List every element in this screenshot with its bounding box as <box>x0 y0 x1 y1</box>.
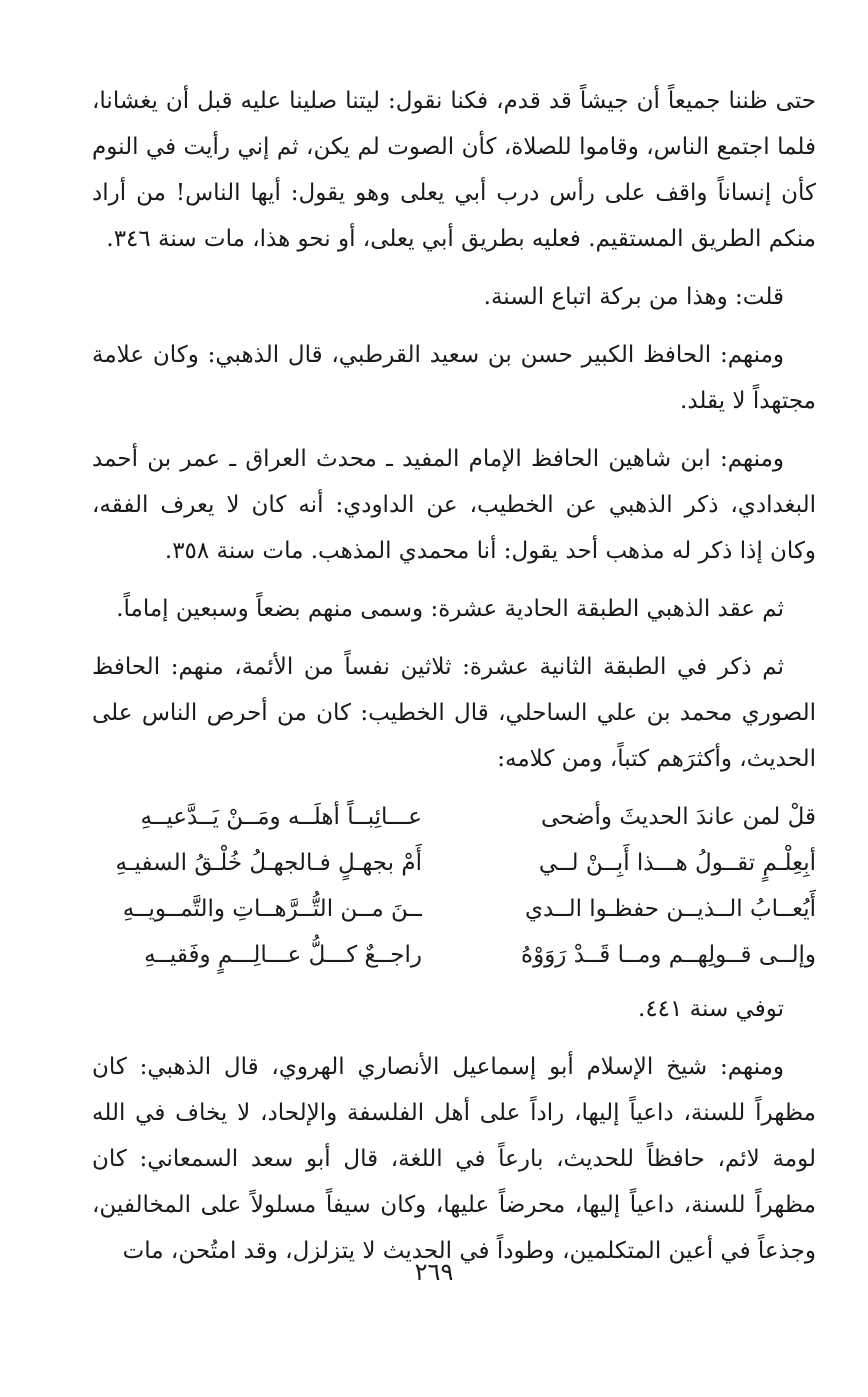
paragraph-comment: قلت: وهذا من بركة اتباع السنة. <box>483 284 784 310</box>
poem-second-hemistich: أَمْ بجهـلٍ فـالجهـلُ خُلْـقُ السفيـهِ <box>115 850 422 876</box>
poem-first-hemistich: وإلــى قــولِهــم ومــا قَــدْ رَوَوْهُ <box>521 942 816 968</box>
page-number: ٢٦٩ <box>414 1258 454 1286</box>
poem-verse <box>92 932 816 978</box>
paragraph-eleventh-tier: ثم عقد الذهبي الطبقة الحادية عشرة: وسمى منهم بضعاً وسبعين إماماً. <box>116 596 784 622</box>
poem-second-hemistich: راجــعٌ كـــلُّ عـــالِـــمٍ وفَقيــهِ <box>144 942 422 968</box>
paragraph-dream-narration: حتى ظننا جميعاً أن جيشاً قد قدم، فكنا نقول: ليتنا صلينا عليه قبل أن يغشانا، فلما اجتمع الناس، وقاموا للصلاة، كأن الصوت لم يكن، ثم إني رأيت في النوم كأن إنساناً واقف على رأس درب أبي يعلى وهو يقول: أيها الناس! من أراد منكم الطريق المستقيم. فعليه بطريق أبي يعلى، أو نحو هذا، مات سنة ٣٤٦. <box>92 88 816 252</box>
poem-verse <box>92 886 816 932</box>
poem-second-hemistich: ــنَ مــن التُّــرَّهــاتِ والتَّمــويــهِ <box>122 896 422 922</box>
paragraph-twelfth-tier: ثم ذكر في الطبقة الثانية عشرة: ثلاثين نفساً من الأئمة، منهم: الحافظ الصوري محمد بن علي الساحلي، قال الخطيب: كان من أحرص الناس على الحديث، وأكثرَهم كتباً، ومن كلامه: <box>92 654 816 772</box>
paragraph-death-year: توفي سنة ٤٤١. <box>638 996 784 1022</box>
poem-first-hemistich: أَيُعــابُ الــذيــن حفظـوا الــدي <box>525 896 816 922</box>
page-body <box>92 78 816 1286</box>
poem-verse <box>92 794 816 840</box>
paragraph-ibn-shahin: ومنهم: ابن شاهين الحافظ الإمام المفيد ـ محدث العراق ـ عمر بن أحمد البغدادي، ذكر الذهبي عن الخطيب، عن الداودي: أنه كان لا يعرف الفقه، وكان إذا ذكر له مذهب أحد يقول: أنا محمدي المذهب. مات سنة ٣٥٨. <box>92 446 816 564</box>
poem-second-hemistich: عـــائِبــاً أهلَــه ومَــنْ يَــدَّعيــهِ <box>140 804 422 830</box>
paragraph-qurtubi: ومنهم: الحافظ الكبير حسن بن سعيد القرطبي، قال الذهبي: وكان علامة مجتهداً لا يقلد. <box>92 342 816 414</box>
poem <box>92 794 816 978</box>
paragraph-harawi: ومنهم: شيخ الإسلام أبو إسماعيل الأنصاري الهروي، قال الذهبي: كان مظهراً للسنة، داعياً إليها، راداً على أهل الفلسفة والإلحاد، لا يخاف في الله لومة لائم، حافظاً للحديث، بارعاً في اللغة، قال أبو سعد السمعاني: كان مظهراً للسنة، داعياً إليها، محرضاً عليها، وكان سيفاً مسلولاً على المخالفين، وجذعاً في أعين المتكلمين، وطوداً في الحديث لا يتزلزل، وقد امتُحن، مات <box>92 1054 816 1264</box>
poem-verse <box>92 840 816 886</box>
poem-first-hemistich: أبِعِلْـمٍ تقــولُ هـــذا أَبِــنْ لــي <box>538 850 816 876</box>
poem-first-hemistich: قلْ لمن عاندَ الحديثَ وأضحى <box>540 804 816 830</box>
